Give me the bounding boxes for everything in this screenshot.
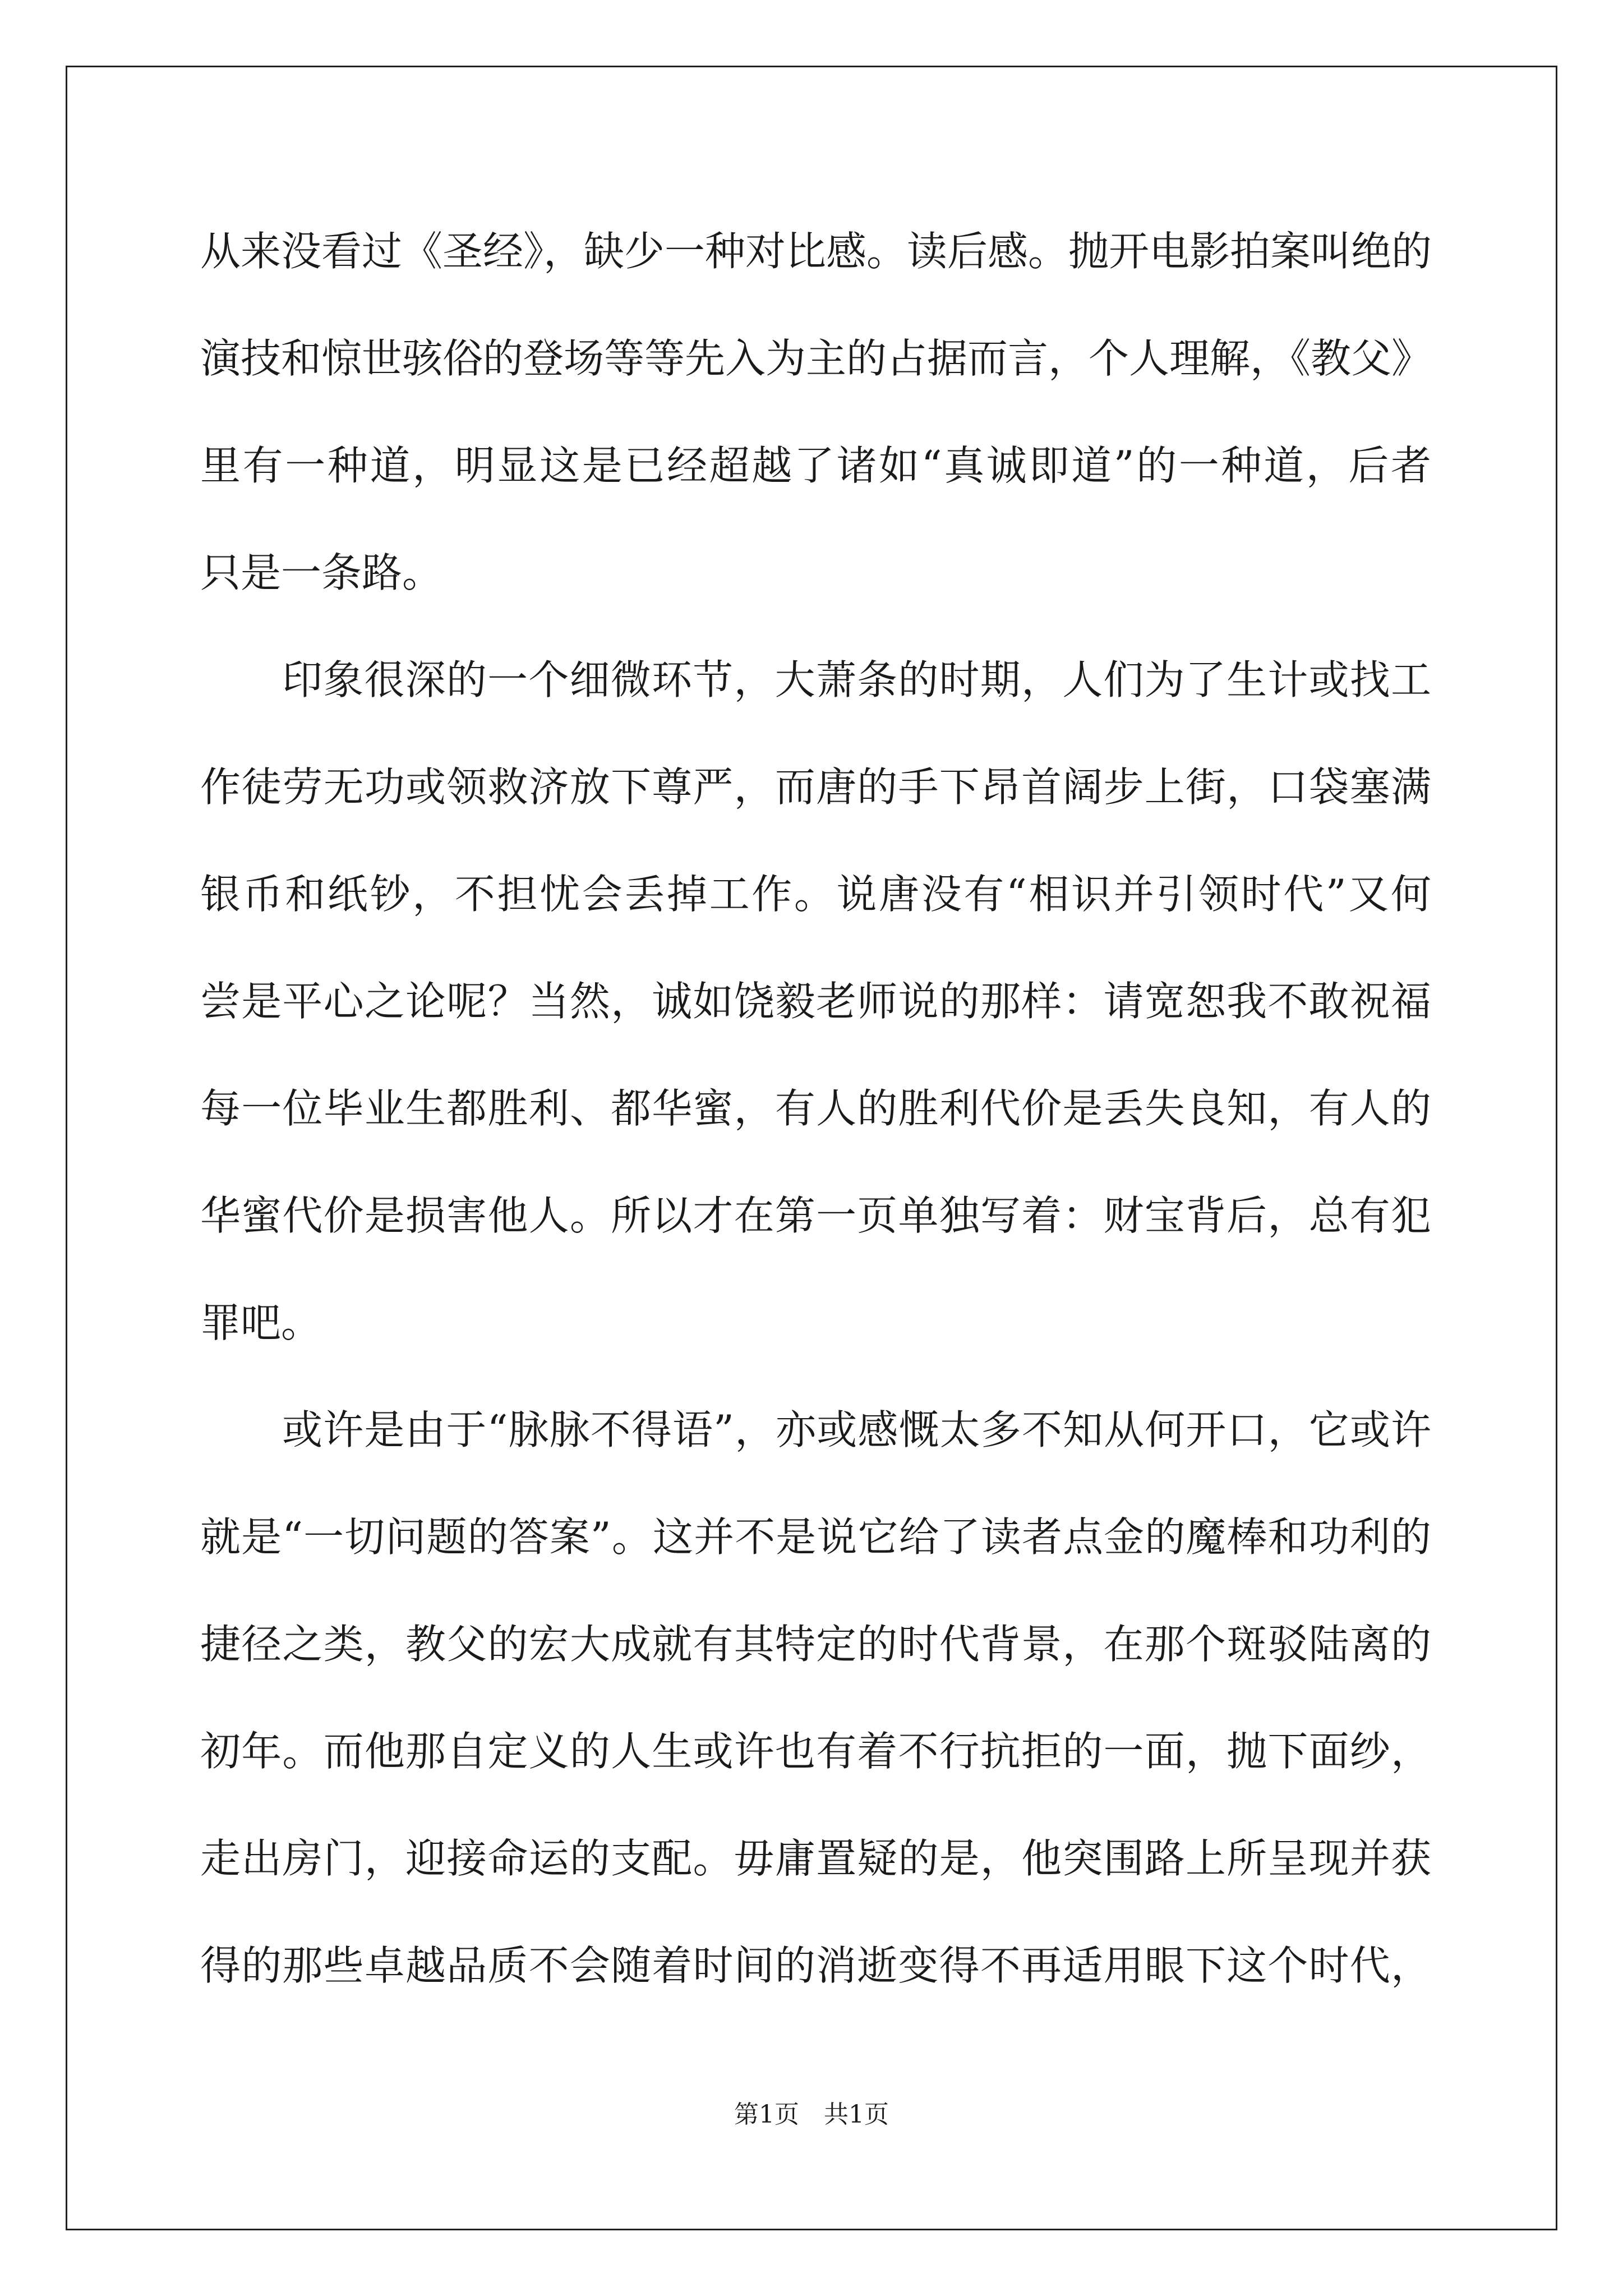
paragraph-1-line-1: 从来没看过《圣经》，缺少一种对比感。读后感。抛开电影拍案叫绝的 [200,228,1432,275]
paragraph-2-line-3: 银币和纸钞，不担忧会丢掉工作。说唐没有“相识并引领时代”又何 [200,871,1431,918]
paragraph-2-line-5: 每一位毕业生都胜利、都华蜜，有人的胜利代价是丢失良知，有人的 [200,1085,1431,1132]
paragraph-3-line-1: 或许是由于“脉脉不得语”，亦或感慨太多不知从何开口，它或许 [282,1406,1431,1453]
paragraph-1-line-4: 只是一条路。 [200,549,443,596]
paragraph-2-line-6: 华蜜代价是损害他人。所以才在第一页单独写着：财宝背后，总有犯 [200,1192,1431,1239]
paragraph-3-line-5: 走出房门，迎接命运的支配。毋庸置疑的是，他突围路上所呈现并获 [200,1835,1431,1882]
paragraph-1-line-3: 里有一种道，明显这是已经超越了诸如“真诚即道”的一种道，后者 [200,442,1431,489]
paragraph-3-line-2: 就是“一切问题的答案”。这并不是说它给了读者点金的魔棒和功利的 [200,1513,1431,1561]
paragraph-2-line-1: 印象很深的一个细微环节，大萧条的时期，人们为了生计或找工 [282,656,1431,703]
paragraph-2-line-7: 罪吧。 [200,1299,322,1346]
paragraph-1-line-2: 演技和惊世骇俗的登场等等先入为主的占据而言，个人理解，《教父》 [200,335,1432,382]
paragraph-3-line-6: 得的那些卓越品质不会随着时间的消逝变得不再适用眼下这个时代， [200,1942,1431,1989]
document-body [200,218,1431,2039]
paragraph-2-line-2: 作徒劳无功或领救济放下尊严，而唐的手下昂首阔步上街，口袋塞满 [200,763,1431,811]
page-number-footer: 第1页 共1页 [734,2100,889,2129]
paragraph-2-line-4: 尝是平心之论呢？当然，诚如饶毅老师说的那样：请宽恕我不敢祝福 [200,978,1431,1025]
paragraph-3-line-4: 初年。而他那自定义的人生或许也有着不行抗拒的一面，抛下面纱， [200,1728,1431,1775]
paragraph-3-line-3: 捷径之类，教父的宏大成就有其特定的时代背景，在那个斑驳陆离的 [200,1621,1431,1668]
